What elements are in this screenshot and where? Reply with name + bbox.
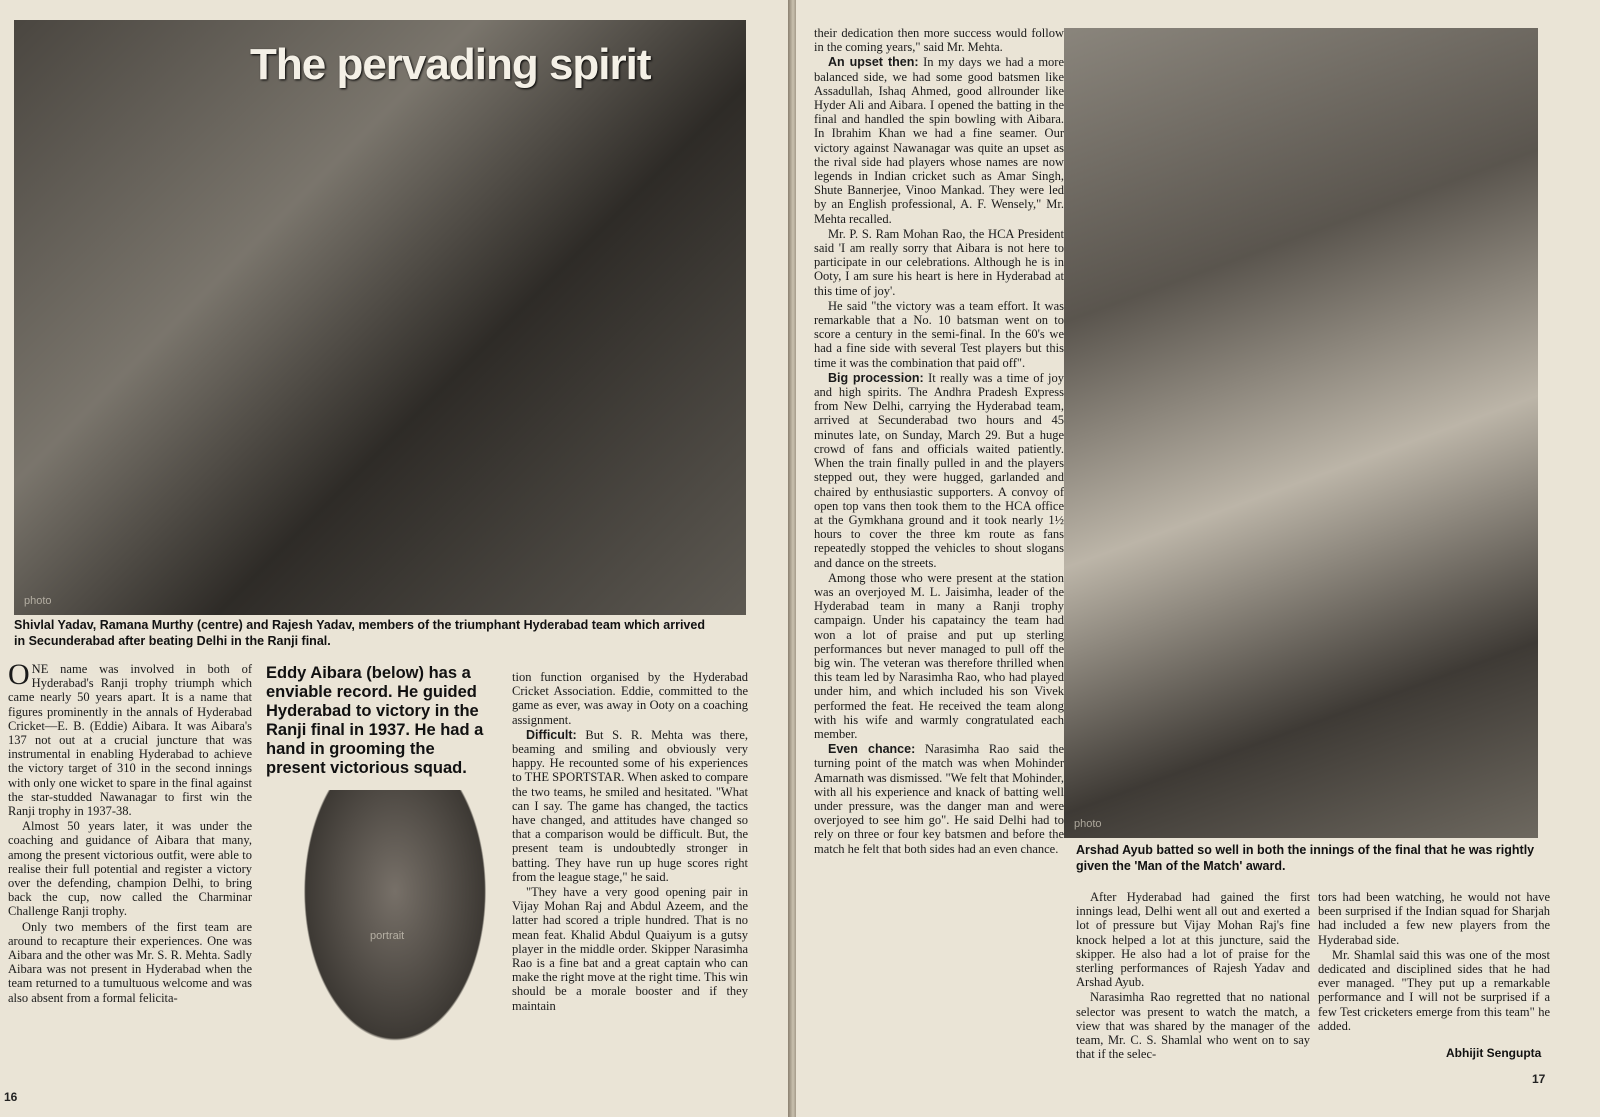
kicker: Even chance: xyxy=(828,742,916,757)
page-number: 17 xyxy=(1532,1072,1546,1086)
paragraph: After Hyderabad had gained the first innings lead, Delhi went all out and exerted a lot of pressure but Vijay Mohan Raj's fine knock helped a lot at this juncture, said the skipper. He also had a lot of praise for the sterling performances of Rajesh Yadav and Arshad Ayub. xyxy=(1076,890,1310,990)
paragraph: Almost 50 years later, it was under the coaching and guidance of Aibara that many, among the present victorious outfit, were able to realise their full potential and register a victory over the defending, champion Delhi, to bring back the cup, now called the Charminar Challenge Ranji trophy. xyxy=(8,819,252,919)
portrait-placeholder-label: portrait xyxy=(370,930,405,942)
right-page xyxy=(796,0,1600,1117)
paragraph: Mr. P. S. Ram Mohan Rao, the HCA President said 'I am really sorry that Aibara is not here to participate in our celebrations. Although he is in Ooty, I am sure his heart is here in Hyderabad at this time of joy'. xyxy=(814,226,1064,298)
byline: Abhijit Sengupta xyxy=(1446,1046,1542,1060)
page-number: 16 xyxy=(4,1090,18,1104)
photo-caption: Arshad Ayub batted so well in both the innings of the final that he was rightly given the 'Man of the Match' award. xyxy=(1076,843,1535,873)
drop-cap: O xyxy=(8,658,30,691)
team-arrival-photo xyxy=(14,20,746,615)
right-column-1 xyxy=(814,26,1064,857)
right-column-2 xyxy=(1076,890,1310,1062)
kicker: Big procession: xyxy=(828,370,924,385)
photo-placeholder-label: photo xyxy=(24,595,52,607)
paragraph: tion function organised by the Hyderabad Cricket Association. Eddie, committed to the game as ever, was away in Ooty on a coaching assignment. xyxy=(512,670,748,727)
left-page xyxy=(0,0,792,1117)
aibara-portrait xyxy=(280,790,510,1080)
kicker: Difficult: xyxy=(526,727,577,742)
left-column-1 xyxy=(8,658,252,1006)
paragraph: ONE name was involved in both of Hyderabad's Ranji trophy triumph which came nearly 50 years apart. It is a name that figures prominently in the annals of Hyderabad Cricket—E. B. (Eddie) Aibara. It was Aibara's 137 not out at a crucial juncture that was instrumental in enabling Hyderabad to achieve the victory target of 310 in the second innings with only one wicket to spare in the final against the star-studded Nawanagar to first win the Ranji trophy in 1937-38. xyxy=(8,658,252,819)
paragraph: Difficult: But S. R. Mehta was there, beaming and smiling and obviously very happy. He recounted some of his experiences to THE SPORTSTAR. When asked to compare the two teams, he smiled and hesitated. "What can I say. The game has changed, the tactics have changed, and attitudes have changed so that a comparison would be difficult. But, the present team is undoubtedly stronger in batting. They have run up huge scores right from the league stage," he said. xyxy=(512,727,748,884)
paragraph: Mr. Shamlal said this was one of the most dedicated and disciplined sides that he had ever managed. "They put up a remarkable performance and I will not be surprised if a few Test cricketers emerge from this team" he added. xyxy=(1318,947,1550,1033)
paragraph: "They have a very good opening pair in Vijay Mohan Raj and Abdul Azeem, and the latter had scored a triple hundred. That is no mean feat. Khalid Abdul Quaiyum is a gutsy player in the middle order. Skipper Narasimha Rao is a fine bat and a great captain who can make the right move at the right time. This win should be a morale booster and if they maintain xyxy=(512,885,748,1013)
paragraph: Narasimha Rao regretted that no national selector was present to watch the match, a view that was shared by the manager of the team, Mr. C. S. Shamlal who went on to say that if the selec- xyxy=(1076,990,1310,1062)
paragraph: their dedication then more success would follow in the coming years," said Mr. Mehta. xyxy=(814,26,1064,55)
article-headline: The pervading spirit xyxy=(250,40,651,89)
paragraph: He said "the victory was a team effort. It was remarkable that a No. 10 batsman went on to score a century in the semi-final. In the 60's we had a fine side with several Test players but this time it was the combination that paid off". xyxy=(814,298,1064,370)
photo-caption: Shivlal Yadav, Ramana Murthy (centre) and Rajesh Yadav, members of the triumphant Hyderabad team which arrived in Secunderabad after beating Delhi in the Ranji final. xyxy=(14,618,705,648)
pull-quote: Eddy Aibara (below) has a enviable record. He guided Hyderabad to victory in the Ranji final in 1937. He had a hand in grooming the present victorious squad. xyxy=(266,664,484,777)
right-column-3 xyxy=(1318,890,1550,1034)
photo-placeholder-label: photo xyxy=(1074,818,1102,830)
paragraph: Even chance: Narasimha Rao said the turning point of the match was when Mohinder Amarnath was dismissed. "We felt that Mohinder, with all his experience and knack of batting well under pressure, was the danger man and were overjoyed to see him go". He said Delhi had to rely on three or four key batsmen and before the match he felt that both sides had an even chance. xyxy=(814,742,1065,856)
paragraph: Big procession: It really was a time of joy and high spirits. The Andhra Pradesh Express from New Delhi, carrying the Hyderabad team, arrived at Secunderabad two hours and 45 minutes late, on Sunday, March 29. But a huge crowd of fans and officials waited patiently. When the train finally pulled in and the players stepped out, they were hugged, garlanded and chaired by enthusiastic supporters. A convoy of open top vans then took them to the HCA office at the Gymkhana ground and it took nearly 1½ hours to cover the three km route as fans repeatedly stopped the vehicles to shout slogans and dance on the streets. xyxy=(814,370,1064,570)
paragraph: Only two members of the first team are around to recapture their experiences. One was Aibara and the other was Mr. S. R. Mehta. Sadly Aibara was not present in Hyderabad when the team returned to a tumultuous welcome and was also absent from a formal felicita- xyxy=(8,919,252,1005)
man-of-match-photo xyxy=(1064,28,1538,838)
kicker: An upset then: xyxy=(828,55,919,70)
paragraph: tors had been watching, he would not have been surprised if the Indian squad for Sharjah had included a few new players from the Hyderabad side. xyxy=(1318,890,1550,947)
paragraph: An upset then: In my days we had a more balanced side, we had some good batsmen like Assadullah, Ishaq Ahmed, good allrounder like Hyder Ali and Aibara. I opened the batting in the final and handled the spin bowling with Aibara. In Ibrahim Khan we had a fine seamer. Our victory against Nawanagar was quite an upset as the rival side had players whose names are now legends in Indian cricket such as Amar Singh, Shute Bannerjee, Vinoo Mankad. They were led by an English professional, A. F. Wensely," Mr. Mehta recalled. xyxy=(814,55,1065,226)
paragraph: Among those who were present at the station was an overjoyed M. L. Jaisimha, leader of the Hyderabad team in many a Ranji trophy campaign. Under his capataincy the team had won a lot of praise and put up sterling performances but never managed to pull off the big win. The veteran was therefore thrilled when this team led by Narasimha Rao, who had played under him, and which included his son Vivek performed the feat. He received the team along with his wife and warmly congratulated each member. xyxy=(814,570,1064,741)
left-column-3 xyxy=(512,670,748,1014)
